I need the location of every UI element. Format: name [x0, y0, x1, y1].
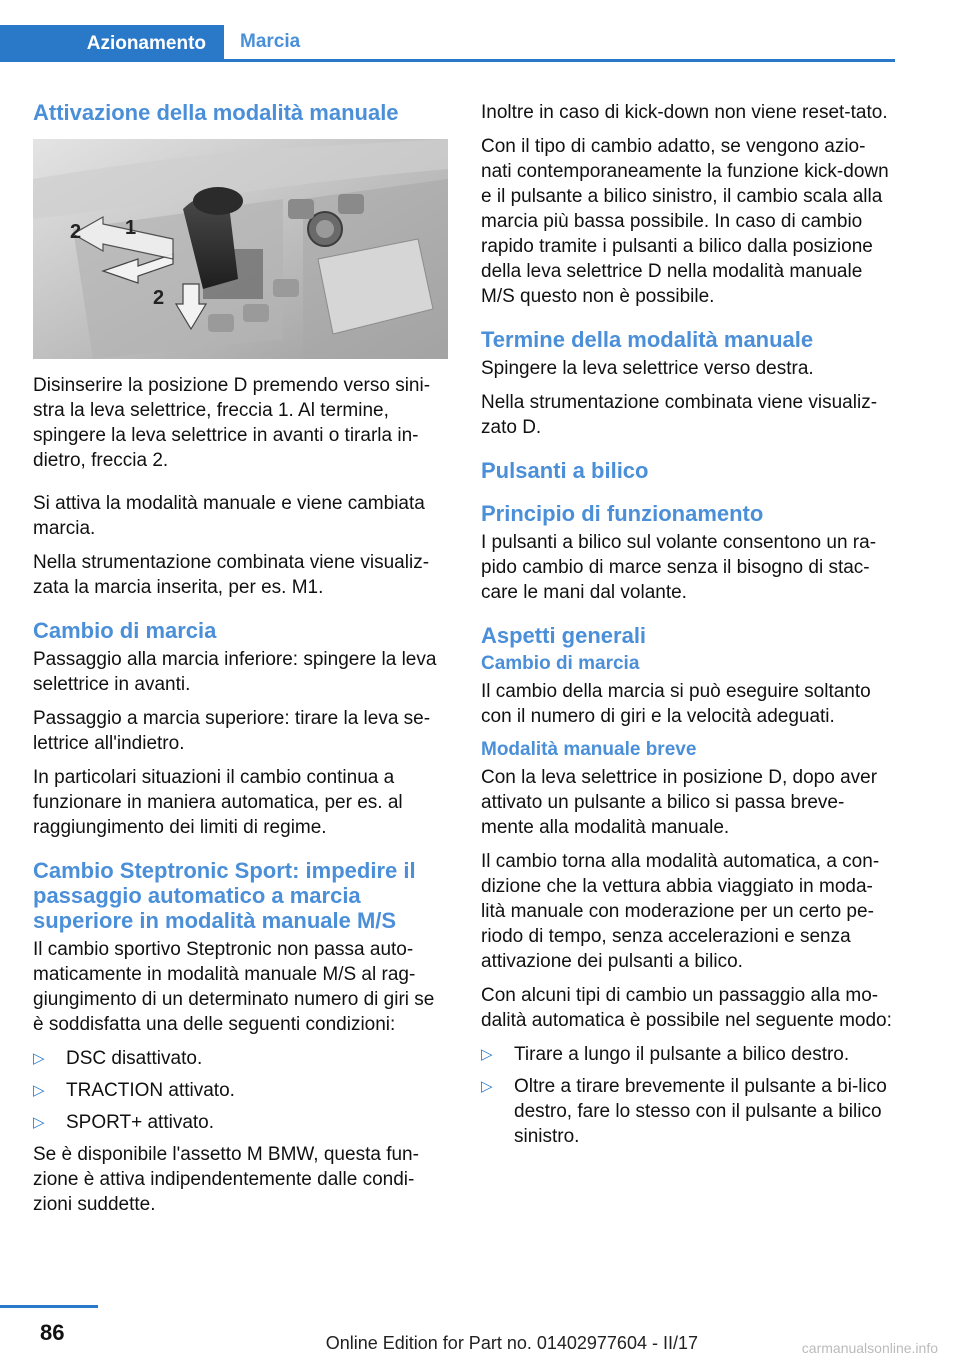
arrow-label-2-left: 2 [70, 221, 82, 243]
list-item: ▷ SPORT+ attivato. [33, 1110, 448, 1135]
paragraph: Nella strumentazione combinata viene visualiz-zata la marcia inserita, per es. M1. [33, 552, 430, 598]
page-number: 86 [40, 1320, 65, 1345]
paragraph: Spingere la leva selettrice verso destra. [481, 358, 814, 379]
paragraph: Il cambio sportivo Steptronic non passa auto-maticamente in modalità manuale M/S al rag-giungimento di un determinato numero di giri se è soddisfatta una delle seguenti condizioni: [33, 939, 435, 1035]
list-item: ▷ TRACTION attivato. [33, 1078, 448, 1103]
edition-note: Online Edition for Part no. 01402977604 - II/17 [325, 1333, 698, 1353]
tab-marcia[interactable]: Marcia [240, 31, 301, 52]
paragraph: Con il tipo di cambio adatto, se vengono azio-nati contemporaneamente la funzione kick-down e il pulsante a bilico sinistro, il cambio scala alla marcia più bassa possibile. In caso di cambio rapido tramite i pulsanti a bilico dalla posizione della leva selettrice D nella modalità manuale M/S questo non è possibile. [481, 136, 889, 307]
procedure-list [481, 1042, 896, 1149]
tab-azionamento[interactable]: Azionamento [0, 25, 224, 62]
paragraph: Il cambio della marcia si può eseguire soltanto con il numero di giri e la velocità adeguati. [481, 681, 871, 727]
arrow-label-2-down: 2 [153, 287, 165, 309]
header-divider [0, 59, 895, 62]
heading-attivazione: Attivazione della modalità manuale [33, 100, 399, 125]
paragraph: Inoltre in caso di kick-down non viene reset-tato. [481, 102, 888, 123]
header-tabs [0, 25, 895, 62]
heading-principio: Principio di funzionamento [481, 501, 764, 526]
paragraph: Disinserire la posizione D premendo verso sini-stra la leva selettrice, freccia 1. Al termine, spingere la leva selettrice in avanti o tirarla in-dietro, freccia 2. [33, 375, 431, 471]
subheading-cambio-di-marcia: Cambio di marcia [481, 653, 640, 674]
subheading-modalita-breve: Modalità manuale breve [481, 739, 697, 760]
heading-aspetti-generali: Aspetti generali [481, 623, 647, 648]
watermark: carmanualsonline.info [801, 1340, 938, 1356]
left-column [33, 100, 448, 1226]
list-item: ▷ Tirare a lungo il pulsante a bilico destro. [481, 1042, 896, 1067]
list-item: ▷ Oltre a tirare brevemente il pulsante a bi-lico destro, fare lo stesso con il pulsante a bilico sinistro. [481, 1074, 896, 1149]
list-item: ▷ DSC disattivato. [33, 1046, 448, 1071]
paragraph: Si attiva la modalità manuale e viene cambiata marcia. [33, 493, 425, 539]
gear-selector-illustration [33, 139, 448, 359]
paragraph: Se è disponibile l'assetto M BMW, questa fun-zione è attiva indipendentemente dalle condi-zioni suddette. [33, 1144, 419, 1215]
arrow-label-1: 1 [125, 217, 137, 239]
heading-termine: Termine della modalità manuale [481, 327, 814, 352]
paragraph: I pulsanti a bilico sul volante consentono un ra-pido cambio di marce senza il bisogno di stac-care le mani dal volante. [481, 532, 877, 603]
heading-steptronic: Cambio Steptronic Sport: impedire il passaggio automatico a marcia superiore in modalità manuale M/S [33, 858, 416, 933]
paragraph: Con la leva selettrice in posizione D, dopo aver attivato un pulsante a bilico si passa breve-mente alla modalità manuale. [481, 767, 878, 838]
conditions-list [33, 1046, 448, 1135]
paragraph: Il cambio torna alla modalità automatica, a con-dizione che la vettura abbia viaggiato in moda-lità manuale con moderazione per un certo pe-riodo di tempo, senza accelerazioni e senza attivazione dei pulsanti a bilico. [481, 851, 880, 972]
gear-selector-photo [33, 139, 448, 359]
paragraph: In particolari situazioni il cambio continua a funzionare in maniera automatica, per es. al raggiungimento dei limiti di regime. [33, 767, 403, 838]
paragraph: Passaggio a marcia superiore: tirare la leva se-lettrice all'indietro. [33, 708, 431, 754]
right-column [481, 100, 896, 1156]
heading-pulsanti-a-bilico: Pulsanti a bilico [481, 458, 649, 483]
paragraph: Nella strumentazione combinata viene visualiz-zato D. [481, 392, 878, 438]
heading-cambio-di-marcia: Cambio di marcia [33, 618, 217, 643]
paragraph: Con alcuni tipi di cambio un passaggio alla mo-dalità automatica è possibile nel seguente modo: [481, 985, 892, 1031]
footer-divider [0, 1305, 98, 1308]
paragraph: Passaggio alla marcia inferiore: spingere la leva selettrice in avanti. [33, 649, 437, 695]
